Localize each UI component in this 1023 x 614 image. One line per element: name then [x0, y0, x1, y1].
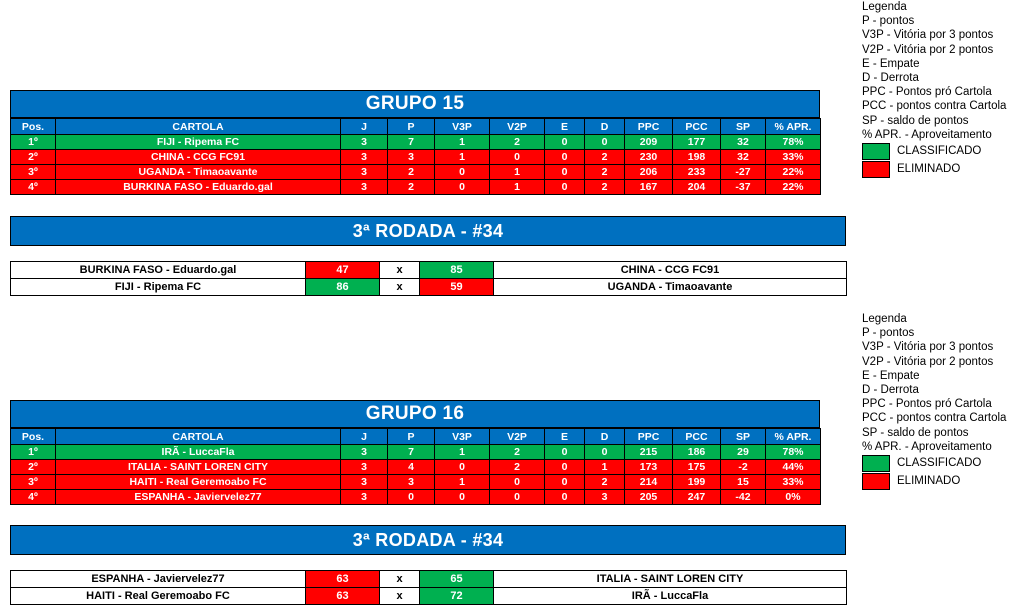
- legend-eliminated-label: ELIMINADO: [897, 163, 961, 176]
- legend-eliminated: [862, 473, 1006, 490]
- cell-e: 0: [545, 165, 585, 180]
- match-away-score: 65: [420, 571, 494, 588]
- match-separator: x: [380, 262, 420, 279]
- match-row: [11, 588, 847, 605]
- cell-p: 3: [388, 150, 435, 165]
- col-pcc: PCC: [673, 429, 721, 445]
- cell-j: 3: [341, 460, 388, 475]
- cell-v3p: 0: [435, 490, 490, 505]
- col-cartola: CARTOLA: [56, 429, 341, 445]
- cell-sp: -42: [721, 490, 766, 505]
- group-15-round-title: 3ª RODADA - #34: [10, 216, 846, 246]
- cell-sp: 32: [721, 150, 766, 165]
- cell-v3p: 1: [435, 445, 490, 460]
- cell-ppc: 214: [625, 475, 673, 490]
- cell-cartola: HAITI - Real Geremoabo FC: [56, 475, 341, 490]
- col-d: D: [585, 119, 625, 135]
- cell-ppc: 205: [625, 490, 673, 505]
- cell-sp: 29: [721, 445, 766, 460]
- group-15-matches: [10, 261, 846, 296]
- cell-cartola: ESPANHA - Javiervelez77: [56, 490, 341, 505]
- cell-e: 0: [545, 445, 585, 460]
- cell-pcc: 177: [673, 135, 721, 150]
- legend-classified: [862, 455, 1006, 472]
- cell-cartola: FIJI - Ripema FC: [56, 135, 341, 150]
- legend-classified-label: CLASSIFICADO: [897, 457, 982, 470]
- legend-bottom: [862, 312, 1006, 490]
- cell-e: 0: [545, 460, 585, 475]
- table-header-row: [11, 119, 821, 135]
- cell-cartola: IRÃ - LuccaFla: [56, 445, 341, 460]
- cell-v2p: 2: [490, 135, 545, 150]
- col-e: E: [545, 119, 585, 135]
- col-d: D: [585, 429, 625, 445]
- match-home-score: 47: [306, 262, 380, 279]
- table-row: [11, 135, 821, 150]
- col-cartola: CARTOLA: [56, 119, 341, 135]
- col-sp: SP: [721, 429, 766, 445]
- cell-p: 7: [388, 445, 435, 460]
- cell-d: 0: [585, 135, 625, 150]
- col-pos: Pos.: [11, 429, 56, 445]
- col-ppc: PPC: [625, 119, 673, 135]
- legend-line: V3P - Vitória por 3 pontos: [862, 29, 994, 42]
- cell-apr: 22%: [766, 165, 821, 180]
- cell-v2p: 0: [490, 490, 545, 505]
- cell-j: 3: [341, 150, 388, 165]
- cell-pcc: 204: [673, 180, 721, 195]
- cell-v3p: 1: [435, 135, 490, 150]
- col-apr: % APR.: [766, 119, 821, 135]
- cell-p: 3: [388, 475, 435, 490]
- cell-ppc: 230: [625, 150, 673, 165]
- table-row: [11, 165, 821, 180]
- cell-j: 3: [341, 445, 388, 460]
- cell-ppc: 209: [625, 135, 673, 150]
- cell-apr: 0%: [766, 490, 821, 505]
- legend-line: E - Empate: [862, 369, 920, 382]
- group-16-section: [10, 400, 820, 505]
- eliminated-swatch-icon: [862, 473, 890, 490]
- legend-line: SP - saldo de pontos: [862, 426, 969, 439]
- cell-pcc: 247: [673, 490, 721, 505]
- cell-apr: 22%: [766, 180, 821, 195]
- legend-line: PPC - Pontos pró Cartola: [862, 398, 992, 411]
- cell-pos: 2º: [11, 460, 56, 475]
- cell-sp: -37: [721, 180, 766, 195]
- cell-e: 0: [545, 475, 585, 490]
- eliminated-swatch-icon: [862, 161, 890, 178]
- legend-line: P - pontos: [862, 327, 915, 340]
- group-16-standings-table: [10, 428, 821, 505]
- match-row: [11, 571, 847, 588]
- legend-top: [862, 0, 1006, 178]
- match-home-team: HAITI - Real Geremoabo FC: [11, 588, 306, 605]
- group-15-round-banner-wrap: [10, 216, 846, 246]
- col-j: J: [341, 119, 388, 135]
- cell-apr: 33%: [766, 475, 821, 490]
- cell-v3p: 0: [435, 165, 490, 180]
- legend-line: % APR. - Aproveitamento: [862, 128, 992, 141]
- table-row: [11, 445, 821, 460]
- match-away-score: 59: [420, 279, 494, 296]
- cell-d: 3: [585, 490, 625, 505]
- cell-v2p: 0: [490, 475, 545, 490]
- cell-pcc: 198: [673, 150, 721, 165]
- cell-v2p: 1: [490, 180, 545, 195]
- cell-d: 2: [585, 180, 625, 195]
- legend-line: P - pontos: [862, 15, 915, 28]
- table-row: [11, 460, 821, 475]
- col-v2p: V2P: [490, 119, 545, 135]
- cell-v2p: 1: [490, 165, 545, 180]
- cell-sp: 32: [721, 135, 766, 150]
- match-home-team: ESPANHA - Javiervelez77: [11, 571, 306, 588]
- cell-pos: 4º: [11, 490, 56, 505]
- cell-v3p: 1: [435, 475, 490, 490]
- cell-v2p: 0: [490, 150, 545, 165]
- legend-line: % APR. - Aproveitamento: [862, 440, 992, 453]
- legend-line: V2P - Vitória por 2 pontos: [862, 43, 994, 56]
- cell-v2p: 2: [490, 460, 545, 475]
- table-row: [11, 180, 821, 195]
- cell-d: 0: [585, 445, 625, 460]
- cell-d: 1: [585, 460, 625, 475]
- cell-pcc: 233: [673, 165, 721, 180]
- cell-pos: 3º: [11, 475, 56, 490]
- match-separator: x: [380, 571, 420, 588]
- match-away-team: CHINA - CCG FC91: [494, 262, 847, 279]
- cell-p: 2: [388, 180, 435, 195]
- cell-apr: 78%: [766, 135, 821, 150]
- cell-j: 3: [341, 135, 388, 150]
- cell-cartola: BURKINA FASO - Eduardo.gal: [56, 180, 341, 195]
- legend-title: Legenda: [862, 313, 907, 325]
- match-separator: x: [380, 588, 420, 605]
- cell-pos: 1º: [11, 445, 56, 460]
- cell-v3p: 0: [435, 460, 490, 475]
- col-apr: % APR.: [766, 429, 821, 445]
- cell-j: 3: [341, 490, 388, 505]
- cell-cartola: ITALIA - SAINT LOREN CITY: [56, 460, 341, 475]
- match-home-score: 86: [306, 279, 380, 296]
- cell-d: 2: [585, 165, 625, 180]
- group-15-title: GRUPO 15: [10, 90, 820, 118]
- classified-swatch-icon: [862, 455, 890, 472]
- cell-cartola: UGANDA - Timaoavante: [56, 165, 341, 180]
- cell-p: 4: [388, 460, 435, 475]
- col-v3p: V3P: [435, 119, 490, 135]
- cell-ppc: 206: [625, 165, 673, 180]
- match-away-team: UGANDA - Timaoavante: [494, 279, 847, 296]
- match-row: [11, 262, 847, 279]
- col-sp: SP: [721, 119, 766, 135]
- legend-line: SP - saldo de pontos: [862, 114, 969, 127]
- cell-v3p: 0: [435, 180, 490, 195]
- legend-classified-label: CLASSIFICADO: [897, 145, 982, 158]
- cell-ppc: 215: [625, 445, 673, 460]
- legend-line: PPC - Pontos pró Cartola: [862, 86, 992, 99]
- legend-classified: [862, 143, 1006, 160]
- table-row: [11, 150, 821, 165]
- match-home-score: 63: [306, 588, 380, 605]
- cell-pcc: 175: [673, 460, 721, 475]
- cell-d: 2: [585, 475, 625, 490]
- match-home-team: BURKINA FASO - Eduardo.gal: [11, 262, 306, 279]
- legend-eliminated: [862, 161, 1006, 178]
- table-row: [11, 490, 821, 505]
- legend-line: D - Derrota: [862, 71, 919, 84]
- cell-sp: -27: [721, 165, 766, 180]
- cell-apr: 44%: [766, 460, 821, 475]
- cell-pos: 2º: [11, 150, 56, 165]
- group-16-matches: [10, 570, 846, 605]
- group-16-round-title: 3ª RODADA - #34: [10, 525, 846, 555]
- match-away-team: ITALIA - SAINT LOREN CITY: [494, 571, 847, 588]
- cell-ppc: 173: [625, 460, 673, 475]
- match-home-team: FIJI - Ripema FC: [11, 279, 306, 296]
- cell-e: 0: [545, 490, 585, 505]
- cell-pcc: 199: [673, 475, 721, 490]
- cell-j: 3: [341, 475, 388, 490]
- cell-pos: 4º: [11, 180, 56, 195]
- cell-pcc: 186: [673, 445, 721, 460]
- group-16-title: GRUPO 16: [10, 400, 820, 428]
- table-header-row: [11, 429, 821, 445]
- col-p: P: [388, 119, 435, 135]
- legend-title: Legenda: [862, 1, 907, 13]
- match-away-team: IRÃ - LuccaFla: [494, 588, 847, 605]
- match-separator: x: [380, 279, 420, 296]
- cell-p: 0: [388, 490, 435, 505]
- group-16-matches-table: [10, 570, 847, 605]
- cell-j: 3: [341, 180, 388, 195]
- legend-eliminated-label: ELIMINADO: [897, 475, 961, 488]
- legend-line: V2P - Vitória por 2 pontos: [862, 355, 994, 368]
- group-16-round-banner-wrap: [10, 525, 846, 555]
- cell-cartola: CHINA - CCG FC91: [56, 150, 341, 165]
- cell-pos: 1º: [11, 135, 56, 150]
- legend-line: E - Empate: [862, 57, 920, 70]
- cell-d: 2: [585, 150, 625, 165]
- cell-apr: 78%: [766, 445, 821, 460]
- cell-j: 3: [341, 165, 388, 180]
- cell-e: 0: [545, 135, 585, 150]
- group-15-standings-table: [10, 118, 821, 195]
- cell-ppc: 167: [625, 180, 673, 195]
- cell-p: 7: [388, 135, 435, 150]
- match-home-score: 63: [306, 571, 380, 588]
- group-15-matches-table: [10, 261, 847, 296]
- classified-swatch-icon: [862, 143, 890, 160]
- col-v3p: V3P: [435, 429, 490, 445]
- table-row: [11, 475, 821, 490]
- cell-e: 0: [545, 180, 585, 195]
- legend-line: V3P - Vitória por 3 pontos: [862, 341, 994, 354]
- cell-v2p: 2: [490, 445, 545, 460]
- group-15-section: [10, 90, 820, 195]
- cell-e: 0: [545, 150, 585, 165]
- col-p: P: [388, 429, 435, 445]
- cell-apr: 33%: [766, 150, 821, 165]
- cell-sp: -2: [721, 460, 766, 475]
- col-pos: Pos.: [11, 119, 56, 135]
- match-away-score: 72: [420, 588, 494, 605]
- col-ppc: PPC: [625, 429, 673, 445]
- col-e: E: [545, 429, 585, 445]
- match-row: [11, 279, 847, 296]
- col-j: J: [341, 429, 388, 445]
- cell-pos: 3º: [11, 165, 56, 180]
- legend-line: PCC - pontos contra Cartola: [862, 412, 1007, 425]
- match-away-score: 85: [420, 262, 494, 279]
- cell-p: 2: [388, 165, 435, 180]
- col-pcc: PCC: [673, 119, 721, 135]
- legend-line: D - Derrota: [862, 383, 919, 396]
- legend-line: PCC - pontos contra Cartola: [862, 100, 1007, 113]
- cell-v3p: 1: [435, 150, 490, 165]
- col-v2p: V2P: [490, 429, 545, 445]
- cell-sp: 15: [721, 475, 766, 490]
